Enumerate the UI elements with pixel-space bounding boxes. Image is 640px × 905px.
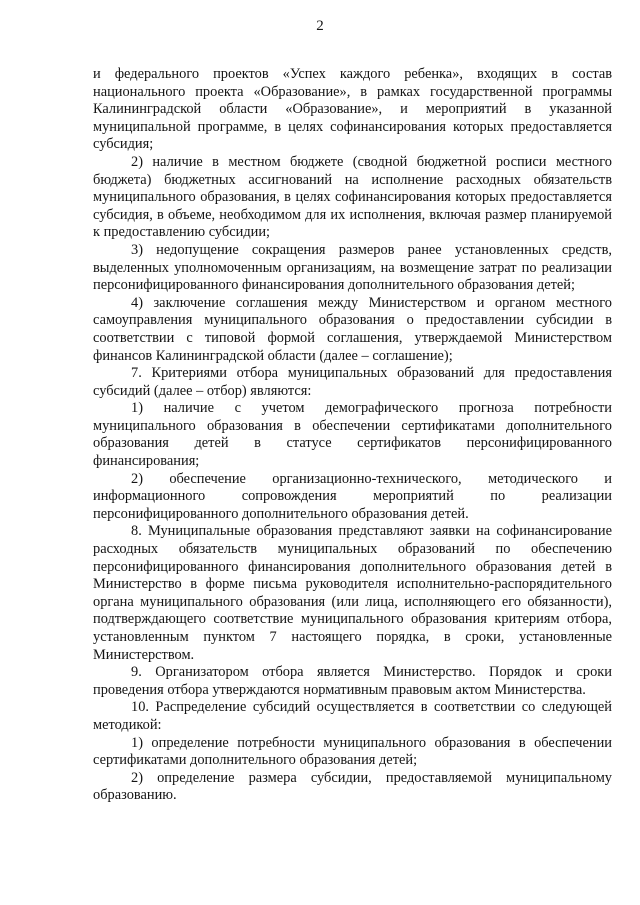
paragraph: 3) недопущение сокращения размеров ранее установленных средств, выделенных уполномоченным организациям, на возмещение затрат по реализации персонифицированного финансирования дополнительного образования детей; — [93, 241, 612, 294]
paragraph: и федерального проектов «Успех каждого ребенка», входящих в состав национального проекта «Образование», в рамках государственной программы Калининградской области «Образование», и мероприятий в указанной муниципальной программе, в целях софинансирования которых предоставляется субсидия; — [93, 66, 612, 153]
paragraph: 1) наличие с учетом демографического прогноза потребности муниципального образования в обеспечении сертификатами дополнительного образования детей в статусе сертификатов персонифицированного финансирования; — [93, 400, 612, 470]
document-body — [93, 66, 612, 805]
paragraph: 10. Распределение субсидий осуществляется в соответствии со следующей методикой: — [93, 699, 612, 733]
paragraph: 1) определение потребности муниципального образования в обеспечении сертификатами дополнительного образования детей; — [93, 734, 612, 769]
paragraph: 9. Организатором отбора является Министерство. Порядок и сроки проведения отбора утверждаются нормативным правовым актом Министерства. — [93, 664, 612, 698]
paragraph: 2) обеспечение организационно-технического, методического и информационного сопровождения мероприятий по реализации персонифицированного дополнительного образования детей. — [93, 470, 612, 522]
paragraph: 4) заключение соглашения между Министерством и органом местного самоуправления муниципального образования о предоставлении субсидии в соответствии с типовой формой соглашения, утверждаемой Министерством финансов Калининградской области (далее – соглашение); — [93, 294, 612, 364]
paragraph: 7. Критериями отбора муниципальных образований для предоставления субсидий (далее – отбор) являются: — [93, 365, 612, 399]
paragraph: 8. Муниципальные образования представляют заявки на софинансирование расходных обязательств муниципальных образований по обеспечению персонифицированного финансирования дополнительного образования детей в Министерство в форме письма руководителя исполнительно-распорядительного органа муниципального образования (или лица, исполняющего его обязанности), подтверждающего соответствие муниципального образования критериям отбора, установленным пунктом 7 настоящего порядка, в сроки, установленные Министерством. — [93, 523, 612, 663]
paragraph: 2) определение размера субсидии, предоставляемой муниципальному образованию. — [93, 769, 612, 804]
paragraph: 2) наличие в местном бюджете (сводной бюджетной росписи местного бюджета) бюджетных ассигнований на исполнение расходных обязательств муниципального образования, в целях софинансирования которых предоставляется субсидия, в объеме, необходимом для их исполнения, включая размер планируемой к предоставлению субсидии; — [93, 153, 612, 241]
page-number: 2 — [316, 18, 324, 34]
